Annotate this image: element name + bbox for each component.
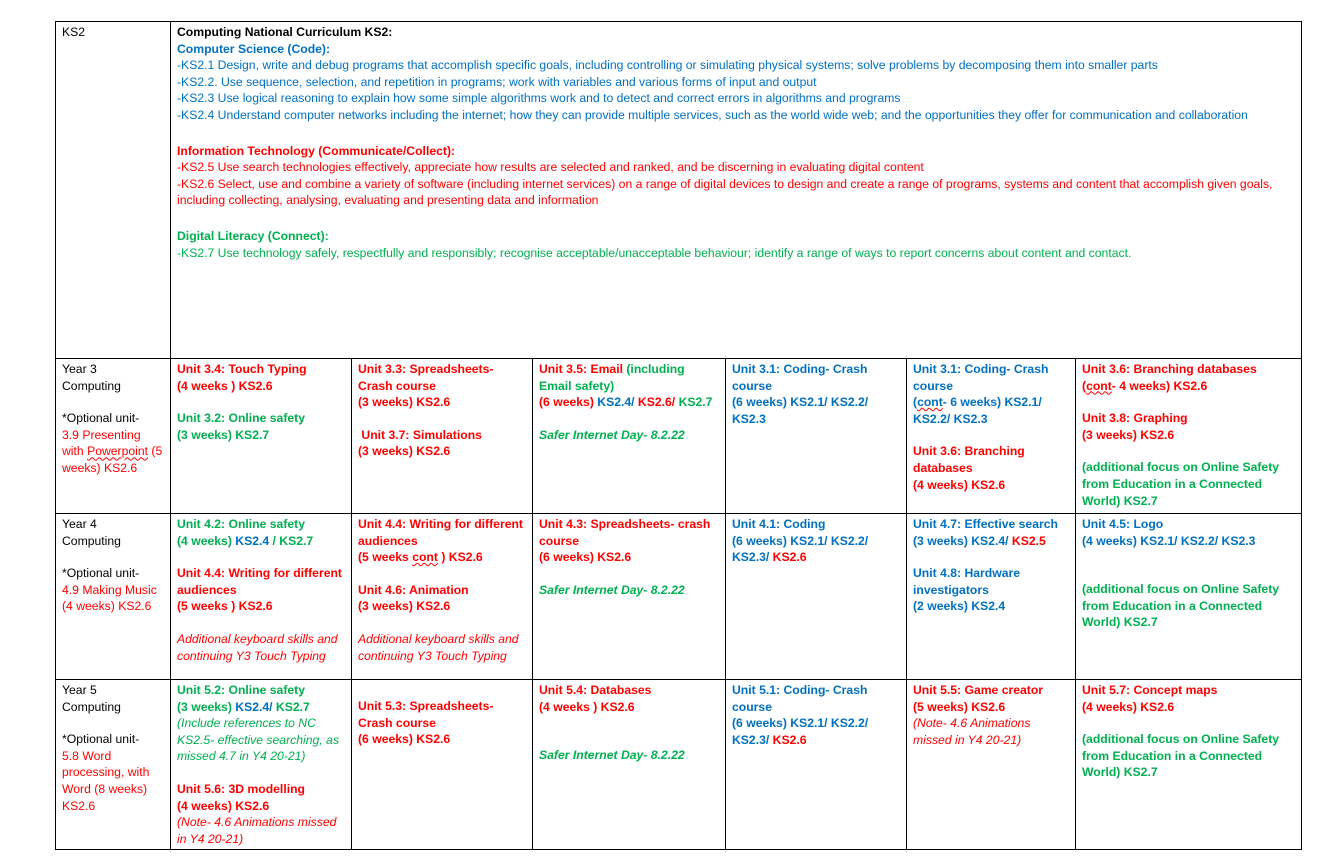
year3-label-cell [56, 359, 171, 514]
unit-weeks: (5 weeks) KS2.6 [913, 699, 1006, 714]
subject-label: Computing [62, 533, 121, 548]
optional-unit-label: *Optional unit- [62, 566, 140, 581]
optional-unit-label: *Optional unit- [62, 732, 140, 747]
unit-weeks: (3 weeks) KS2.4/ KS2.5 [913, 533, 1046, 548]
unit-weeks: (cont- 4 weeks) KS2.6 [1082, 378, 1208, 393]
online-safety-focus: (additional focus on Online Safety from Education in a Connected World) KS2.7 [1082, 582, 1280, 630]
cs-item: -KS2.1 Design, write and debug programs that accomplish specific goals, including controlling or simulating physical systems; solve problems by decomposing them into smaller parts [177, 58, 1158, 73]
year4-col1 [171, 514, 352, 680]
unit-weeks: (4 weeks) KS2.4 / KS2.7 [177, 533, 314, 548]
year4-label-cell [56, 514, 171, 680]
unit-note: (Note- 4.6 Animations missed in Y4 20-21) [913, 716, 1031, 747]
optional-unit-text: 3.9 Presenting with Powerpoint (5 weeks) KS2.6 [62, 427, 163, 475]
unit-weeks: (6 weeks) KS2.6 [539, 550, 632, 565]
year3-row [56, 359, 1302, 514]
unit-weeks: (3 weeks) KS2.6 [358, 444, 451, 459]
cs-item: -KS2.2. Use sequence, selection, and repetition in programs; work with variables and various forms of input and output [177, 74, 817, 89]
unit-weeks: (4 weeks) KS2.6 [1082, 699, 1175, 714]
unit-title: Unit 4.7: Effective search [913, 517, 1058, 531]
unit-title: Unit 5.4: Databases [539, 683, 652, 697]
year5-label-cell [56, 680, 171, 850]
optional-unit-label: *Optional unit- [62, 411, 140, 426]
year4-col3 [533, 514, 726, 680]
unit-note: Additional keyboard skills and continuing Y3 Touch Typing [177, 631, 338, 663]
unit-title: Unit 4.1: Coding [732, 517, 826, 531]
unit-weeks: (6 weeks) KS2.1/ KS2.2/ KS2.3/ KS2.6 [732, 716, 869, 747]
unit-weeks: (3 weeks) KS2.6 [358, 599, 451, 614]
unit-title: Unit 5.6: 3D modelling [177, 781, 305, 796]
safer-internet-day: Safer Internet Day- 8.2.22 [539, 582, 685, 597]
year4-col6 [1076, 514, 1302, 680]
curriculum-table [55, 21, 1302, 850]
year4-col2 [352, 514, 533, 680]
unit-weeks: (3 weeks) KS2.4/ KS2.7 [177, 699, 310, 714]
unit-title: Unit 3.4: Touch Typing [177, 362, 307, 376]
unit-weeks: (5 weeks cont ) KS2.6 [358, 550, 483, 565]
unit-weeks: (4 weeks) KS2.6 [177, 798, 270, 813]
unit-title: Unit 3.1: Coding- Crash course [913, 362, 1049, 393]
curriculum-title: Computing National Curriculum KS2: [177, 25, 393, 39]
unit-title: Unit 5.7: Concept maps [1082, 683, 1218, 697]
unit-title: Unit 5.5: Game creator [913, 683, 1044, 697]
year3-col6 [1076, 359, 1302, 514]
unit-title: Unit 4.6: Animation [358, 582, 469, 597]
unit-title: Unit 5.2: Online safety [177, 683, 305, 697]
ks2-row [56, 22, 1302, 359]
unit-title: Unit 3.1: Coding- Crash course [732, 362, 868, 393]
unit-title: Unit 3.3: Spreadsheets- Crash course [358, 362, 494, 393]
unit-title: Unit 5.3: Spreadsheets- Crash course [358, 699, 494, 730]
subject-label: Computing [62, 699, 121, 714]
subject-label: Computing [62, 378, 121, 393]
safer-internet-day: Safer Internet Day- 8.2.22 [539, 748, 685, 763]
unit-weeks: (4 weeks) KS2.6 [913, 477, 1006, 492]
unit-title: Unit 3.5: Email (including Email safety) [539, 362, 685, 393]
unit-title: Unit 4.3: Spreadsheets- crash course [539, 517, 711, 548]
year5-col5 [907, 680, 1076, 850]
online-safety-focus: (additional focus on Online Safety from Education in a Connected World) KS2.7 [1082, 460, 1280, 508]
year3-col4 [726, 359, 907, 514]
safer-internet-day: Safer Internet Day- 8.2.22 [539, 427, 685, 442]
year5-col2 [352, 680, 533, 850]
unit-title: Unit 4.4: Writing for different audiences [177, 566, 342, 597]
unit-weeks: (4 weeks) KS2.1/ KS2.2/ KS2.3 [1082, 533, 1256, 548]
unit-note: (Include references to NC KS2.5- effective searching, as missed 4.7 in Y4 20-21) [177, 716, 339, 764]
year4-col5 [907, 514, 1076, 680]
year5-row [56, 680, 1302, 850]
cs-heading: Computer Science (Code): [177, 41, 331, 56]
unit-title: Unit 5.1: Coding- Crash course [732, 683, 868, 714]
unit-weeks: (6 weeks) KS2.6 [358, 732, 451, 747]
unit-title: Unit 4.2: Online safety [177, 517, 305, 531]
year3-col5 [907, 359, 1076, 514]
year5-col6 [1076, 680, 1302, 850]
year5-col1 [171, 680, 352, 850]
unit-title: Unit 4.5: Logo [1082, 517, 1164, 531]
it-item: -KS2.5 Use search technologies effectively, appreciate how results are selected and ranked, and be discerning in evaluating digital content [177, 160, 924, 175]
dl-item: -KS2.7 Use technology safely, respectfully and responsibly; recognise acceptable/unacceptable behaviour; identify a range of ways to report concerns about content and contact. [177, 245, 1132, 260]
it-heading: Information Technology (Communicate/Collect): [177, 143, 456, 158]
unit-weeks: (6 weeks) KS2.4/ KS2.6/ KS2.7 [539, 395, 713, 410]
unit-title: Unit 3.7: Simulations [358, 427, 482, 442]
year4-col4 [726, 514, 907, 680]
unit-weeks: (2 weeks) KS2.4 [913, 599, 1006, 614]
cs-item: -KS2.4 Understand computer networks including the internet; how they can provide multiple services, such as the world wide web; and the opportunities they offer for communication and collaboration [177, 107, 1248, 122]
unit-weeks: (3 weeks) KS2.6 [1082, 427, 1175, 442]
unit-weeks: (3 weeks) KS2.6 [358, 395, 451, 410]
year5-col4 [726, 680, 907, 850]
year4-row [56, 514, 1302, 680]
unit-weeks: (6 weeks) KS2.1/ KS2.2/ KS2.3 [732, 395, 869, 426]
unit-title: Unit 3.6: Branching databases [913, 444, 1025, 475]
dl-heading: Digital Literacy (Connect): [177, 228, 329, 243]
unit-title: Unit 4.8: Hardware investigators [913, 566, 1021, 597]
unit-note: (Note- 4.6 Animations missed in Y4 20-21) [177, 815, 337, 846]
unit-title: Unit 3.6: Branching databases [1082, 362, 1257, 376]
ks2-curriculum-cell [171, 22, 1302, 359]
year3-col3 [533, 359, 726, 514]
optional-unit-text: 5.8 Word processing, with Word (8 weeks) KS2.6 [62, 748, 150, 813]
unit-weeks: (3 weeks) KS2.7 [177, 427, 270, 442]
year-label: Year 3 [62, 362, 97, 376]
it-item: -KS2.6 Select, use and combine a variety of software (including internet services) on a range of digital devices to design and create a range of programs, systems and content that accomplish given goals, including collecting, analysing, evaluating and presenting data and information [177, 176, 1273, 208]
year-label: Year 4 [62, 517, 97, 531]
unit-weeks: (6 weeks) KS2.1/ KS2.2/ KS2.3/ KS2.6 [732, 533, 869, 565]
year3-col2 [352, 359, 533, 514]
unit-title: Unit 4.4: Writing for different audiences [358, 517, 523, 548]
optional-unit-text: 4.9 Making Music (4 weeks) KS2.6 [62, 582, 157, 614]
unit-title: Unit 3.2: Online safety [177, 411, 305, 426]
online-safety-focus: (additional focus on Online Safety from Education in a Connected World) KS2.7 [1082, 732, 1280, 780]
year3-col1 [171, 359, 352, 514]
unit-weeks: (4 weeks ) KS2.6 [539, 699, 635, 714]
year-label: Year 5 [62, 683, 97, 697]
unit-weeks: (4 weeks ) KS2.6 [177, 378, 273, 393]
unit-note: Additional keyboard skills and continuing Y3 Touch Typing [358, 631, 519, 663]
year5-col3 [533, 680, 726, 850]
ks2-label: KS2 [62, 25, 86, 39]
unit-title: Unit 3.8: Graphing [1082, 411, 1188, 426]
cs-item: -KS2.3 Use logical reasoning to explain how some simple algorithms work and to detect and correct errors in algorithms and programs [177, 91, 901, 106]
unit-weeks: (5 weeks ) KS2.6 [177, 599, 273, 614]
ks2-label-cell [56, 22, 171, 359]
unit-weeks: (cont- 6 weeks) KS2.1/ KS2.2/ KS2.3 [913, 395, 1042, 426]
